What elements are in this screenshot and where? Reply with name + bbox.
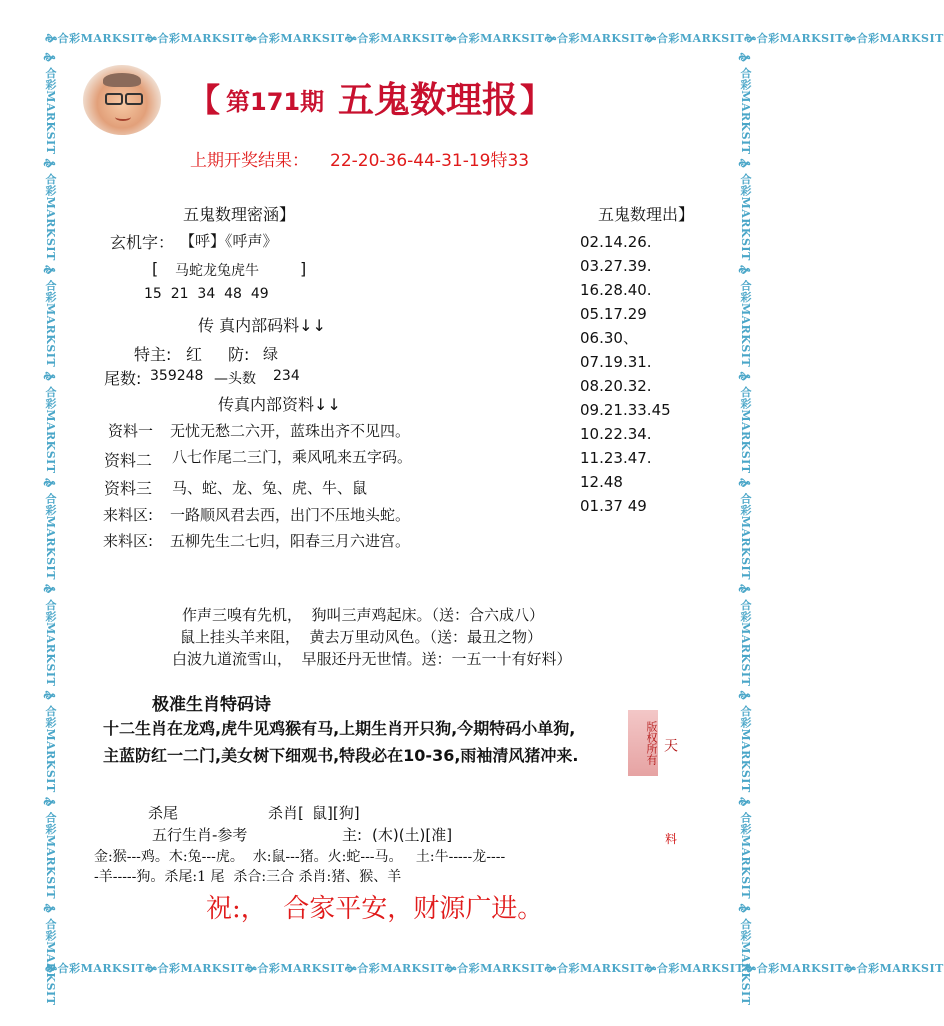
corner-mark: 料	[665, 832, 678, 846]
data-item-3-text: 马、蛇、龙、兔、虎、牛、鼠	[172, 479, 368, 497]
head-label: —头数	[214, 371, 256, 387]
special-main-value: 红	[186, 345, 203, 364]
right-number-list	[580, 230, 671, 518]
data-item-3-label: 资料三	[104, 479, 153, 498]
fax-data-heading: 传真内部资料↓↓	[218, 395, 341, 414]
poem-line-2: 鼠上挂头羊来阻， 黄去万里动风色。（送：最丑之物）	[180, 628, 543, 646]
poem-line-3: 白波九道流雪山， 早服还丹无世情。送：一五一十有好料）	[172, 650, 572, 668]
border-strip-left: 🙞合彩MARKSIT🙞合彩MARKSIT🙞合彩MARKSIT🙞合彩MARKSIT🙞合彩MARKSIT🙞合彩MARKSIT🙞合彩MARKSIT🙞合彩MARKSIT🙞合彩MARKSIT	[44, 48, 57, 1006]
avatar-hair	[103, 73, 141, 87]
last-result-value: 22-20-36-44-31-19特33	[330, 151, 530, 171]
zodiac-list: 马蛇龙兔虎牛	[175, 263, 259, 279]
data-item-4-label: 来料区:	[103, 506, 154, 524]
main-value: (木)(土)[准]	[372, 826, 453, 844]
zodiac-bracket-close: ]	[300, 259, 307, 278]
right-number-row: 02.14.26.	[580, 233, 652, 251]
verse-line-1: 十二生肖在龙鸡,虎牛见鸡猴有马,上期生肖开只狗,今期特码小单狗,	[103, 719, 576, 738]
right-number-row: 03.27.39.	[580, 257, 652, 275]
right-number-row: 16.28.40.	[580, 281, 652, 299]
seal-side-mark: 天	[662, 738, 678, 752]
special-main-label: 特主:	[134, 345, 172, 364]
right-section-title: 五鬼数理出】	[598, 205, 695, 224]
left-section-title: 五鬼数理密涵】	[183, 205, 296, 224]
elements-line-1: 金:猴---鸡。木:兔---虎。 水:鼠---猪。火:蛇---马。 土:牛-----龙----	[94, 849, 506, 865]
right-number-row: 01.37 49	[580, 497, 647, 515]
fax-code-heading: 传 真内部码料↓↓	[198, 316, 326, 335]
avatar-glasses-right	[125, 93, 143, 105]
data-item-5-label: 来料区:	[103, 532, 154, 550]
border-strip-bottom: 🙞合彩MARKSIT🙞合彩MARKSIT🙞合彩MARKSIT🙞合彩MARKSIT🙞合彩MARKSIT🙞合彩MARKSIT🙞合彩MARKSIT🙞合彩MARKSIT🙞合彩MARKSIT	[45, 962, 944, 975]
border-strip-right: 🙞合彩MARKSIT🙞合彩MARKSIT🙞合彩MARKSIT🙞合彩MARKSIT🙞合彩MARKSIT🙞合彩MARKSIT🙞合彩MARKSIT🙞合彩MARKSIT🙞合彩MARKSIT	[739, 48, 752, 1006]
right-number-row: 10.22.34.	[580, 425, 652, 443]
page-title: 五鬼数理报	[338, 79, 519, 121]
zodiac-bracket-open: [	[152, 259, 159, 278]
kill-tail-label: 杀尾	[148, 804, 179, 822]
title-bracket-open: 【	[188, 81, 221, 119]
issue-number: 第171期	[226, 88, 325, 116]
right-number-row: 08.20.32.	[580, 377, 652, 395]
data-item-1-label: 资料一	[108, 422, 154, 440]
xuanji-label: 玄机字：	[110, 233, 175, 252]
data-item-2-label: 资料二	[104, 451, 153, 470]
data-item-1-text: 无忧无愁二六开，蓝珠出齐不见四。	[170, 422, 411, 440]
border-strip-top: 🙞合彩MARKSIT🙞合彩MARKSIT🙞合彩MARKSIT🙞合彩MARKSIT🙞合彩MARKSIT🙞合彩MARKSIT🙞合彩MARKSIT🙞合彩MARKSIT🙞合彩MARKSIT	[45, 32, 944, 45]
seal-stamp: 版权所有	[628, 710, 658, 776]
kill-zodiac-value: 鼠][狗]	[312, 804, 360, 822]
defend-value: 绿	[263, 345, 279, 363]
head-value: 234	[273, 368, 300, 384]
avatar-glasses-left	[105, 93, 123, 105]
main-label: 主:	[342, 826, 363, 844]
avatar	[83, 65, 161, 135]
right-number-row: 11.23.47.	[580, 449, 652, 467]
avatar-smile	[115, 113, 131, 121]
wish-text: 祝:， 合家平安，财源广进。	[206, 894, 544, 924]
data-item-4-text: 一路顺风君去西，出门不压地头蛇。	[170, 506, 411, 524]
five-elements-label: 五行生肖-参考	[152, 826, 248, 844]
xuanji-value: 【呼】《呼声》	[180, 232, 278, 250]
right-number-row: 07.19.31.	[580, 353, 652, 371]
last-result-label: 上期开奖结果：	[190, 151, 309, 171]
tail-value: 359248	[150, 368, 204, 384]
elements-line-2: -羊-----狗。杀尾:1 尾 杀合:三合 杀肖:猪、猴、羊	[94, 869, 402, 885]
title-bracket-close: 】	[520, 81, 553, 119]
left-numbers: 15 21 34 48 49	[144, 286, 269, 302]
right-number-row: 06.30、	[580, 329, 638, 347]
poem-line-1: 作声三嗅有先机， 狗叫三声鸡起床。（送：合六成八）	[182, 606, 545, 624]
defend-label: 防:	[228, 345, 250, 364]
tail-label: 尾数:	[104, 369, 142, 388]
data-item-2-text: 八七作尾二三门，乘风吼来五字码。	[172, 448, 413, 466]
verse-title: 极准生肖特码诗	[152, 695, 271, 715]
data-item-5-text: 五柳先生二七归，阳春三月六进宫。	[170, 532, 411, 550]
right-number-row: 12.48	[580, 473, 623, 491]
right-number-row: 05.17.29	[580, 305, 647, 323]
kill-zodiac-label: 杀肖[	[268, 804, 304, 822]
right-number-row: 09.21.33.45	[580, 401, 671, 419]
verse-line-2: 主蓝防红一二门,美女树下细观书,特段必在10-36,雨袖清风猪冲来.	[103, 746, 579, 765]
